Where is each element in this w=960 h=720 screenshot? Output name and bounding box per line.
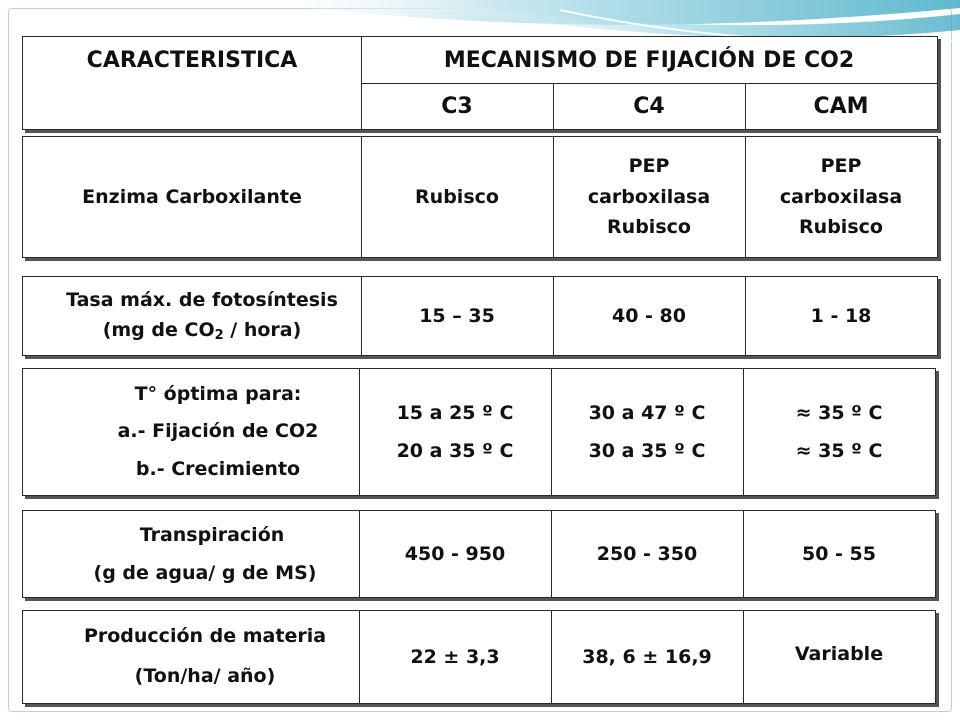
temperature-c4-line1: 30 a 47 º C	[588, 402, 706, 424]
rate-label-post: / hora)	[223, 318, 302, 341]
production-cam: Variable	[794, 643, 884, 665]
temperature-label	[77, 369, 359, 495]
enzyme-c4-line1: PEP	[628, 155, 670, 178]
temperature-label-line2: a.- Fijación de CO2	[117, 420, 319, 443]
rate-label-line2	[103, 316, 302, 346]
enzyme-cam	[745, 137, 937, 257]
enzyme-c4-line3: Rubisco	[607, 216, 691, 239]
production-label-line1: Producción de materia	[83, 625, 327, 648]
header-mechanism: MECANISMO DE FIJACIÓN DE CO2	[443, 47, 855, 73]
rate-label-sub: 2	[214, 327, 224, 343]
header-cam: CAM	[813, 93, 869, 119]
enzyme-c4-line2: carboxilasa	[587, 185, 711, 208]
production-row	[22, 610, 936, 704]
temperature-label-line3: b.- Crecimiento	[135, 457, 301, 480]
rate-cam: 1 - 18	[810, 305, 872, 327]
transpiration-label-line1: Transpiración	[139, 524, 285, 546]
rate-c3: 15 – 35	[419, 305, 495, 327]
temperature-c3	[359, 369, 551, 495]
transpiration-row	[22, 510, 936, 598]
header-c3: C3	[441, 93, 473, 119]
temperature-c3-line2: 20 a 35 º C	[396, 440, 514, 462]
rate-label-line1: Tasa máx. de fotosíntesis	[66, 289, 338, 312]
temperature-cam-line1: ≈ 35 º C	[795, 402, 883, 424]
transpiration-c3: 450 - 950	[404, 543, 506, 565]
production-label-line2: (Ton/ha/ año)	[134, 665, 276, 687]
temperature-c4-line2: 30 a 35 º C	[588, 440, 706, 462]
enzyme-c4	[553, 137, 745, 257]
temperature-cam-line2: ≈ 35 º C	[795, 440, 883, 462]
temperature-row	[22, 368, 936, 496]
rate-label-pre: (mg de CO	[102, 318, 215, 341]
temperature-c3-line1: 15 a 25 º C	[396, 402, 514, 424]
production-label	[51, 611, 359, 703]
temperature-cam	[743, 369, 935, 495]
rate-label	[43, 277, 361, 355]
header-c4: C4	[633, 93, 665, 119]
transpiration-label-line2: (g de agua/ g de MS)	[93, 562, 317, 584]
temperature-label-line1: T° óptima para:	[134, 383, 302, 406]
header-table	[22, 36, 938, 130]
header-characteristic: CARACTERISTICA	[86, 47, 298, 73]
enzyme-c3: Rubisco	[415, 186, 499, 208]
rate-row	[22, 276, 938, 356]
rate-c4: 40 - 80	[612, 305, 686, 327]
enzyme-row	[22, 136, 938, 258]
transpiration-cam: 50 - 55	[802, 543, 876, 565]
transpiration-c4: 250 - 350	[596, 543, 698, 565]
enzyme-label: Enzima Carboxilante	[82, 186, 302, 208]
transpiration-label	[51, 511, 359, 597]
production-c4: 38, 6 ± 16,9	[582, 646, 712, 668]
enzyme-cam-line1: PEP	[820, 155, 862, 178]
production-c3: 22 ± 3,3	[410, 646, 500, 668]
enzyme-cam-line2: carboxilasa	[779, 185, 903, 208]
enzyme-cam-line3: Rubisco	[799, 216, 883, 239]
temperature-c4	[551, 369, 743, 495]
